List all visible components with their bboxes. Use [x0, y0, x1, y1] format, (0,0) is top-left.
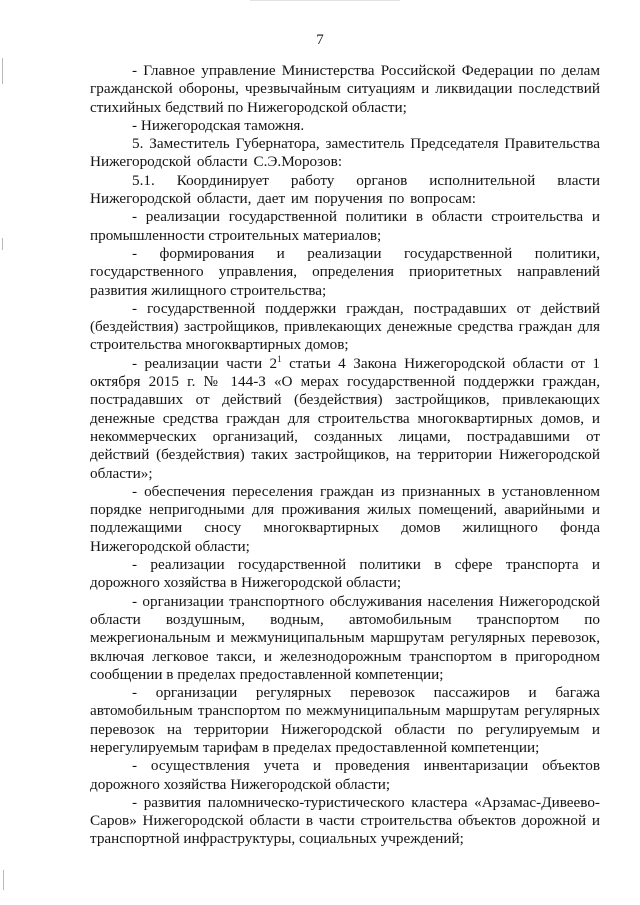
page-number: 7	[316, 32, 324, 48]
document-body	[90, 62, 600, 849]
paragraph-section-5-heading: 5. Заместитель Губернатора, заместитель Председателя Правительства Нижегородской области С.Э.Морозов:	[90, 135, 600, 171]
list-item-pilgrimage-cluster: - развития паломническо-туристического кластера «Арзамас-Дивеево-Саров» Нижегородской области в части строительства объектов дорожной и транспортной инфраструктуры, социальных учреждений;	[90, 793, 600, 848]
paragraph-customs: - Нижегородская таможня.	[132, 116, 305, 134]
law-text-before: - реализации части 2	[132, 354, 278, 372]
paragraph-section-5-1: 5.1. Координирует работу органов исполнительной власти Нижегородской области, дает им поручения по вопросам:	[90, 171, 600, 208]
law-superscript: 1	[277, 353, 282, 364]
scan-edge-mark	[3, 870, 4, 890]
list-item-resettlement: - обеспечения переселения граждан из признанных в установленном порядке непригодными для проживания жилых помещений, аварийными и подлежащими сносу многоквартирных домов жилищного фонда Нижегородской области;	[90, 482, 600, 555]
list-item-regular-transport: - организации регулярных перевозок пассажиров и багажа автомобильным транспортом по межмуниципальным маршрутам регулярных перевозок на территории Нижегородской области по регулируемым и нерегулируемым тарифам в пределах предоставленной компетенции;	[90, 684, 600, 756]
list-item-road-inventory: - осуществления учета и проведения инвентаризации объектов дорожного хозяйства Нижегородской области;	[90, 757, 600, 793]
scan-edge-mark	[2, 58, 3, 84]
list-item-state-support: - государственной поддержки граждан, пострадавших от действий (бездействия) застройщиков, привлекающих денежные средства граждан для строительства многоквартирных домов;	[90, 299, 600, 354]
scan-edge-mark	[2, 238, 3, 250]
list-item-law-implementation	[90, 355, 600, 483]
list-item-transport-service: - организации транспортного обслуживания населения Нижегородской области воздушным, водным, автомобильным транспортом по межрегиональным и межмуниципальным маршрутам регулярных перевозок, включая легковое такси, и железнодорожным транспортом в пригородном сообщении в пределах предоставленной компетенции;	[90, 592, 600, 683]
list-item-housing-policy: - формирования и реализации государственной политики, государственного управления, определения приоритетных направлений развития жилищного строительства;	[90, 244, 600, 299]
paragraph-ministry-emergency: - Главное управление Министерства Российской Федерации по делам гражданской обороны, чрезвычайным ситуациям и ликвидации последствий стихийных бедствий по Нижегородской области;	[90, 62, 600, 116]
list-item-transport-policy: - реализации государственной политики в сфере транспорта и дорожного хозяйства в Нижегородской области;	[90, 556, 600, 592]
law-text-after: статьи 4 Закона Нижегородской области от 1 октября 2015 г. № 144-З «О мерах государственной поддержки граждан, пострадавших от действий (бездействия) застройщиков, привлекающих денежные средства граждан для строительства многоквартирных домов, и некоммерческих организаций, созданных лицами, пострадавшими от действий (бездействия) таких застройщиков, на территории Нижегородской области»;	[90, 354, 600, 482]
list-item-construction-policy: - реализации государственной политики в области строительства и промышленности строительных материалов;	[90, 208, 600, 244]
scan-top-edge	[250, 0, 400, 1]
